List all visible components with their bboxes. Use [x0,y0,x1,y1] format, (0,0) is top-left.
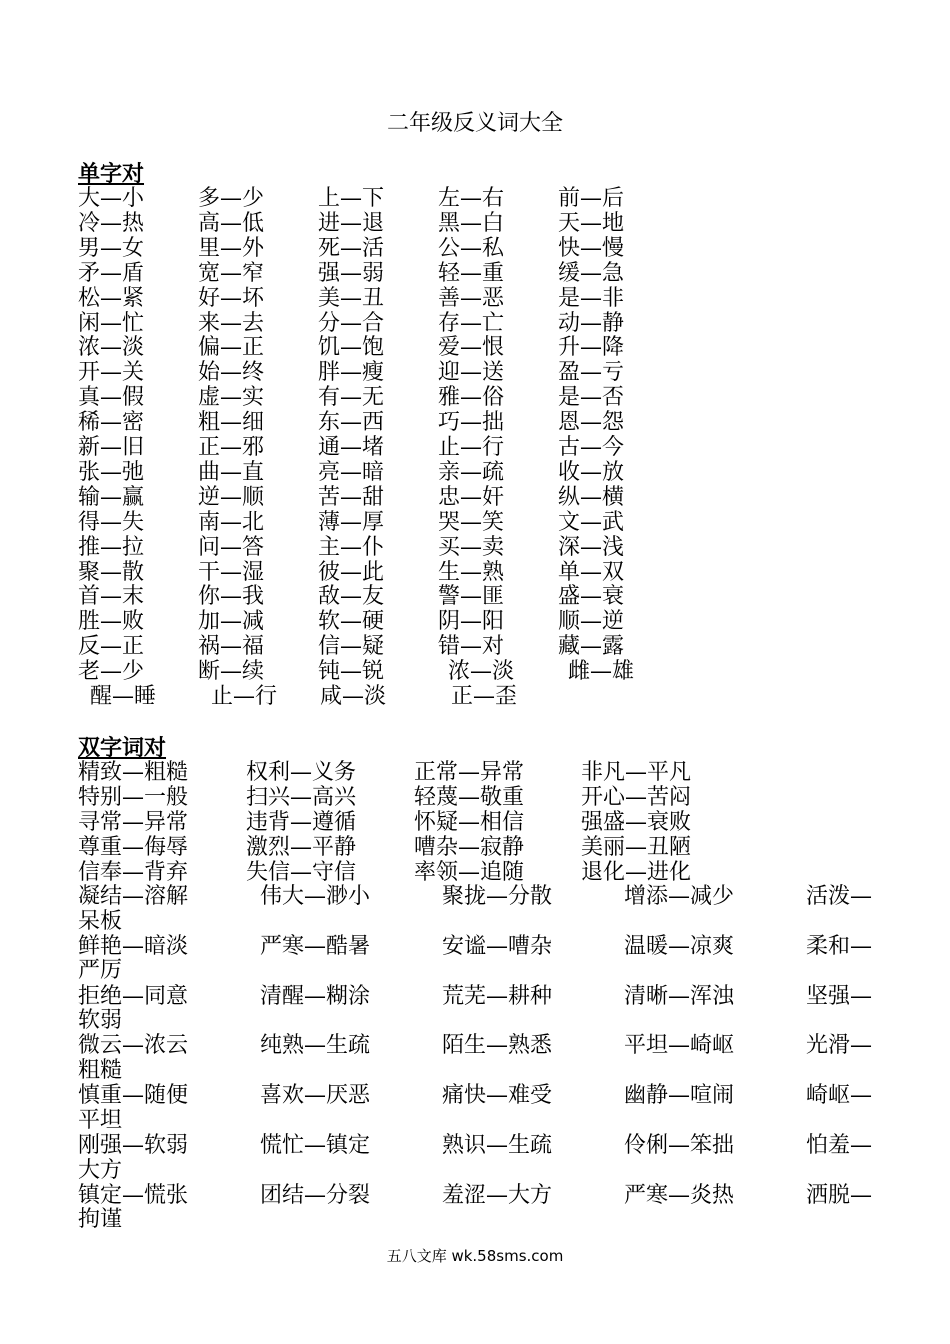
antonym-pair: 张—弛 [78,459,145,485]
antonym-pair: 敌—友 [318,584,385,610]
antonym-pair: 洒脱— [806,1182,873,1208]
antonym-pair: 冷—热 [78,210,145,236]
antonym-pair: 干—湿 [198,559,265,585]
antonym-pair: 首—末 [78,584,145,610]
antonym-pair: 哭—笑 [438,509,505,535]
antonym-pair-wrap: 软弱 [78,1008,123,1034]
antonym-pair-wrap: 大方 [78,1157,123,1183]
antonym-pair: 镇定—慌张 [78,1182,189,1208]
antonym-pair: 尊重—侮辱 [78,834,189,860]
antonym-pair: 里—外 [198,235,265,261]
antonym-pair: 恩—怨 [558,410,625,436]
antonym-pair: 男—女 [78,235,145,261]
antonym-pair: 输—赢 [78,484,145,510]
antonym-pair: 高—低 [198,210,265,236]
antonym-pair: 升—降 [558,335,625,361]
antonym-pair: 信奉—背弃 [78,859,189,885]
antonym-pair: 嘈杂—寂静 [414,834,525,860]
antonym-pair: 文—武 [558,509,625,535]
antonym-pair: 强—弱 [318,260,385,286]
antonym-pair: 轻—重 [438,260,505,286]
antonym-pair: 团结—分裂 [260,1182,371,1208]
antonym-pair: 慌忙—镇定 [260,1133,371,1158]
footer-watermark: 五八文库 wk.58sms.com [386,1247,564,1265]
antonym-pair: 咸—淡 [320,684,387,709]
antonym-pair: 彼—此 [318,559,385,585]
antonym-pair: 柔和— [806,933,873,959]
antonym-pair: 浓—淡 [78,335,145,361]
antonym-pair-wrap: 严厉 [78,958,123,984]
antonym-pair: 光滑— [806,1033,873,1059]
antonym-pair: 有—无 [318,385,385,411]
antonym-pair: 违背—遵循 [246,809,357,835]
antonym-pair: 止—行 [211,684,278,709]
antonym-pair: 问—答 [198,534,265,560]
antonym-pair: 天—地 [558,210,625,236]
antonym-pair: 曲—直 [198,459,265,485]
antonym-pair: 真—假 [78,385,145,411]
antonym-pair: 拒绝—同意 [78,983,189,1009]
antonym-pair: 精致—粗糙 [78,760,189,785]
antonym-pair: 盈—亏 [558,360,625,386]
antonym-pair: 稀—密 [78,410,145,436]
antonym-pair: 特别—一般 [78,784,189,810]
antonym-pair: 凝结—溶解 [78,884,189,909]
antonym-pair: 逆—顺 [198,484,265,510]
antonym-pair: 饥—饱 [318,335,385,361]
antonym-pair: 伟大—渺小 [260,884,371,909]
antonym-pair: 失信—守信 [246,859,357,885]
antonym-pair: 清醒—糊涂 [260,983,371,1009]
antonym-pair: 安谧—嘈杂 [442,933,553,959]
antonym-pair: 宽—窄 [198,260,265,286]
page-title: 二年级反义词大全 [386,111,563,136]
antonym-pair: 快—慢 [558,235,625,261]
antonym-pair: 刚强—软弱 [78,1133,189,1158]
antonym-pair: 亮—暗 [318,459,385,485]
antonym-pair: 钝—锐 [318,659,385,685]
antonym-pair: 雅—俗 [438,385,505,411]
antonym-pair: 黑—白 [438,210,505,236]
antonym-pair: 严寒—酷暑 [260,933,371,959]
antonym-pair: 得—失 [78,509,145,535]
antonym-pair: 松—紧 [78,285,145,311]
antonym-pair: 你—我 [198,584,265,610]
antonym-pair: 粗—细 [198,410,265,436]
antonym-pair: 醒—睡 [90,684,157,709]
antonym-pair: 软—硬 [318,609,385,635]
antonym-pair: 生—熟 [438,559,505,585]
antonym-pair: 崎岖— [806,1083,873,1109]
antonym-pair: 开心—苦闷 [581,784,692,810]
antonym-pair: 痛快—难受 [442,1083,553,1109]
antonym-pair: 顺—逆 [558,609,625,635]
antonym-pair: 熟识—生疏 [442,1133,553,1158]
antonym-pair: 错—对 [438,634,505,660]
antonym-pair: 善—恶 [438,285,505,311]
antonym-pair: 强盛—衰败 [581,809,692,835]
antonym-pair: 激烈—平静 [246,834,357,860]
antonym-pair: 巧—拙 [438,410,505,436]
antonym-pair: 轻蔑—敬重 [414,784,525,810]
antonym-pair: 断—续 [198,659,265,685]
antonym-pair: 动—静 [558,310,625,336]
antonym-pair: 怕羞— [806,1133,873,1158]
antonym-pair: 是—否 [558,385,625,411]
antonym-pair-wrap: 拘谨 [78,1207,123,1233]
antonym-pair: 前—后 [558,186,625,211]
antonym-pair: 祸—福 [198,634,265,660]
antonym-pair: 矛—盾 [78,260,145,286]
antonym-pair: 主—仆 [318,534,385,560]
antonym-pair: 荒芜—耕种 [442,983,553,1009]
antonym-pair: 率领—追随 [414,859,525,885]
antonym-pair: 虚—实 [198,385,265,411]
antonym-pair: 上—下 [318,186,385,211]
antonym-pair: 扫兴—高兴 [246,784,357,810]
antonym-pair: 始—终 [198,360,265,386]
antonym-pair: 偏—正 [198,335,265,361]
antonym-pair: 苦—甜 [318,484,385,510]
antonym-pair: 正—歪 [451,684,518,709]
antonym-pair: 浓—淡 [448,659,515,685]
antonym-pair: 公—私 [438,235,505,261]
antonym-pair-wrap: 平坦 [78,1107,123,1133]
antonym-pair: 警—匪 [438,584,505,610]
antonym-pair: 藏—露 [558,634,625,660]
antonym-pair: 加—减 [198,609,265,635]
antonym-pair: 鲜艳—暗淡 [78,933,189,959]
antonym-pair: 权利—义务 [246,760,357,785]
antonym-pair: 新—旧 [78,435,145,460]
antonym-pair: 分—合 [318,310,385,336]
antonym-pair-wrap: 呆板 [78,908,123,934]
antonym-pair: 严寒—炎热 [624,1182,735,1208]
antonym-pair: 开—关 [78,360,145,386]
antonym-pair: 幽静—喧闹 [624,1083,735,1109]
antonym-pair: 推—拉 [78,534,145,560]
antonym-pair: 增添—减少 [624,884,735,909]
antonym-pair-wrap: 粗糙 [78,1057,123,1083]
antonym-pair: 死—活 [318,235,385,261]
antonym-pair: 好—坏 [198,285,265,311]
antonym-pair: 进—退 [318,210,385,236]
antonym-pair: 胖—瘦 [318,360,385,386]
antonym-pair: 聚拢—分散 [442,884,553,909]
antonym-pair: 南—北 [198,509,265,535]
antonym-pair: 雌—雄 [568,659,635,685]
antonym-pair: 单—双 [558,559,625,585]
antonym-pair: 大—小 [78,186,145,211]
antonym-pair: 左—右 [438,186,505,211]
antonym-pair: 退化—进化 [581,859,692,885]
antonym-pair: 温暖—凉爽 [624,933,735,959]
antonym-pair: 通—堵 [318,435,385,460]
single-char-heading: 单字对 [78,161,145,187]
antonym-pair: 买—卖 [438,534,505,560]
antonym-pair: 坚强— [806,983,873,1009]
antonym-pair: 慎重—随便 [78,1083,189,1109]
antonym-pair: 东—西 [318,410,385,436]
antonym-pair: 爱—恨 [438,335,505,361]
antonym-pair: 止—行 [438,435,505,460]
antonym-pair: 正—邪 [198,435,265,460]
antonym-pair: 非凡—平凡 [581,760,692,785]
antonym-pair: 缓—急 [558,260,625,286]
antonym-pair: 信—疑 [318,634,385,660]
antonym-pair: 来—去 [198,310,265,336]
double-char-heading: 双字词对 [78,735,167,761]
antonym-pair: 陌生—熟悉 [442,1033,553,1059]
antonym-pair: 纯熟—生疏 [260,1033,371,1059]
antonym-pair: 羞涩—大方 [442,1182,553,1208]
antonym-pair: 怀疑—相信 [414,809,525,835]
antonym-pair: 亲—疏 [438,459,505,485]
antonym-pair: 老—少 [78,659,145,685]
antonym-pair: 伶俐—笨拙 [624,1133,735,1158]
antonym-pair: 薄—厚 [318,509,385,535]
antonym-pair: 聚—散 [78,559,145,585]
antonym-pair: 深—浅 [558,534,625,560]
antonym-pair: 活泼— [806,884,873,909]
antonym-pair: 寻常—异常 [78,809,189,835]
antonym-pair: 收—放 [558,459,625,485]
antonym-pair: 迎—送 [438,360,505,386]
antonym-pair: 盛—衰 [558,584,625,610]
antonym-pair: 古—今 [558,435,625,460]
antonym-pair: 纵—横 [558,484,625,510]
antonym-pair: 反—正 [78,634,145,660]
antonym-pair: 存—亡 [438,310,505,336]
antonym-pair: 清晰—浑浊 [624,983,735,1009]
antonym-pair: 阴—阳 [438,609,505,635]
antonym-pair: 美—丑 [318,285,385,311]
antonym-pair: 是—非 [558,285,625,311]
antonym-pair: 闲—忙 [78,310,145,336]
antonym-pair: 微云—浓云 [78,1033,189,1059]
antonym-pair: 多—少 [198,186,265,211]
antonym-pair: 胜—败 [78,609,145,635]
antonym-pair: 美丽—丑陋 [581,834,692,860]
antonym-pair: 忠—奸 [438,484,505,510]
antonym-pair: 喜欢—厌恶 [260,1083,371,1109]
antonym-pair: 平坦—崎岖 [624,1033,735,1059]
antonym-pair: 正常—异常 [414,760,525,785]
